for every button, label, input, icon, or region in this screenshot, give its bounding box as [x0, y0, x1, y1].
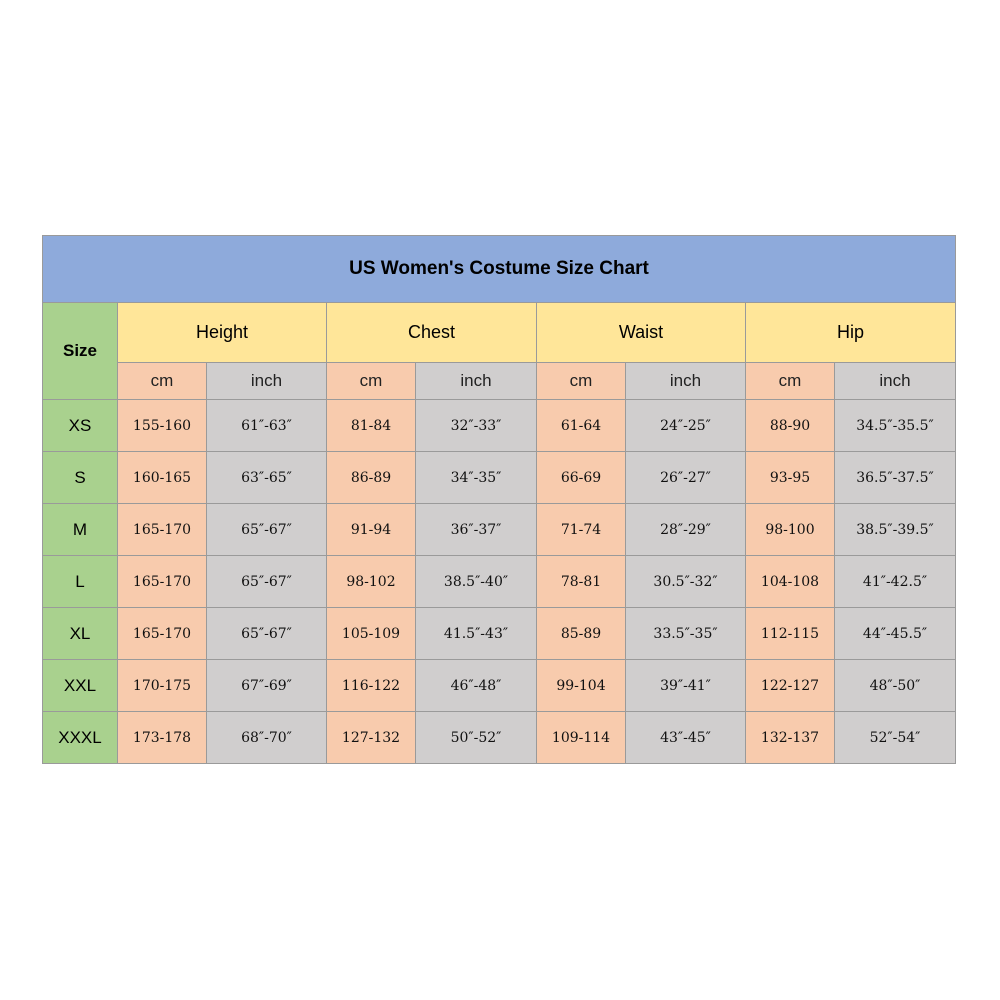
size-column-header: Size: [43, 303, 118, 400]
size-label: M: [43, 504, 118, 556]
cell-chest-inch: 46″-48″: [416, 660, 537, 712]
size-label: XXL: [43, 660, 118, 712]
group-header-row: [43, 303, 956, 363]
group-header-height: Height: [118, 303, 327, 363]
cell-hip-inch: 41″-42.5″: [835, 556, 956, 608]
cell-chest-inch: 41.5″-43″: [416, 608, 537, 660]
cell-hip-inch: 38.5″-39.5″: [835, 504, 956, 556]
size-label: L: [43, 556, 118, 608]
cell-waist-cm: 109-114: [537, 712, 626, 764]
cell-waist-inch: 26″-27″: [626, 452, 746, 504]
cell-chest-inch: 34″-35″: [416, 452, 537, 504]
cell-waist-inch: 43″-45″: [626, 712, 746, 764]
cell-waist-cm: 78-81: [537, 556, 626, 608]
cell-height-cm: 155-160: [118, 400, 207, 452]
cell-waist-inch: 33.5″-35″: [626, 608, 746, 660]
cell-height-inch: 65″-67″: [207, 504, 327, 556]
unit-header-cm: cm: [118, 363, 207, 400]
cell-chest-cm: 91-94: [327, 504, 416, 556]
cell-height-inch: 68″-70″: [207, 712, 327, 764]
cell-waist-cm: 61-64: [537, 400, 626, 452]
unit-header-inch: inch: [416, 363, 537, 400]
table-row: [43, 660, 956, 712]
cell-waist-inch: 24″-25″: [626, 400, 746, 452]
cell-chest-cm: 86-89: [327, 452, 416, 504]
cell-waist-cm: 71-74: [537, 504, 626, 556]
cell-hip-cm: 93-95: [746, 452, 835, 504]
unit-header-cm: cm: [746, 363, 835, 400]
cell-height-cm: 160-165: [118, 452, 207, 504]
cell-height-cm: 173-178: [118, 712, 207, 764]
cell-hip-cm: 88-90: [746, 400, 835, 452]
table-row: [43, 504, 956, 556]
size-label: XS: [43, 400, 118, 452]
cell-waist-inch: 30.5″-32″: [626, 556, 746, 608]
size-label: XXXL: [43, 712, 118, 764]
cell-chest-inch: 32″-33″: [416, 400, 537, 452]
unit-header-inch: inch: [835, 363, 956, 400]
unit-header-cm: cm: [537, 363, 626, 400]
cell-chest-cm: 127-132: [327, 712, 416, 764]
cell-waist-inch: 28″-29″: [626, 504, 746, 556]
cell-waist-cm: 99-104: [537, 660, 626, 712]
cell-hip-cm: 132-137: [746, 712, 835, 764]
cell-hip-cm: 112-115: [746, 608, 835, 660]
cell-chest-inch: 50″-52″: [416, 712, 537, 764]
cell-height-inch: 65″-67″: [207, 608, 327, 660]
cell-height-cm: 170-175: [118, 660, 207, 712]
unit-header-row: [43, 363, 956, 400]
cell-hip-inch: 36.5″-37.5″: [835, 452, 956, 504]
cell-waist-inch: 39″-41″: [626, 660, 746, 712]
cell-height-inch: 67″-69″: [207, 660, 327, 712]
cell-height-inch: 65″-67″: [207, 556, 327, 608]
cell-waist-cm: 85-89: [537, 608, 626, 660]
cell-chest-cm: 116-122: [327, 660, 416, 712]
cell-chest-inch: 38.5″-40″: [416, 556, 537, 608]
cell-hip-inch: 48″-50″: [835, 660, 956, 712]
cell-hip-cm: 122-127: [746, 660, 835, 712]
cell-height-cm: 165-170: [118, 504, 207, 556]
cell-height-inch: 61″-63″: [207, 400, 327, 452]
size-label: XL: [43, 608, 118, 660]
unit-header-inch: inch: [626, 363, 746, 400]
cell-hip-cm: 98-100: [746, 504, 835, 556]
unit-header-cm: cm: [327, 363, 416, 400]
chart-title: US Women's Costume Size Chart: [43, 236, 956, 303]
cell-hip-cm: 104-108: [746, 556, 835, 608]
cell-height-inch: 63″-65″: [207, 452, 327, 504]
unit-header-inch: inch: [207, 363, 327, 400]
cell-chest-cm: 105-109: [327, 608, 416, 660]
cell-height-cm: 165-170: [118, 556, 207, 608]
cell-hip-inch: 52″-54″: [835, 712, 956, 764]
cell-waist-cm: 66-69: [537, 452, 626, 504]
table-row: [43, 556, 956, 608]
title-row: [43, 236, 956, 303]
cell-chest-inch: 36″-37″: [416, 504, 537, 556]
cell-hip-inch: 34.5″-35.5″: [835, 400, 956, 452]
table-row: [43, 452, 956, 504]
table-row: [43, 400, 956, 452]
size-label: S: [43, 452, 118, 504]
group-header-chest: Chest: [327, 303, 537, 363]
size-chart-table: [42, 235, 956, 764]
cell-hip-inch: 44″-45.5″: [835, 608, 956, 660]
group-header-hip: Hip: [746, 303, 956, 363]
group-header-waist: Waist: [537, 303, 746, 363]
cell-chest-cm: 98-102: [327, 556, 416, 608]
table-row: [43, 712, 956, 764]
table-row: [43, 608, 956, 660]
cell-height-cm: 165-170: [118, 608, 207, 660]
cell-chest-cm: 81-84: [327, 400, 416, 452]
size-rows: [43, 400, 956, 764]
